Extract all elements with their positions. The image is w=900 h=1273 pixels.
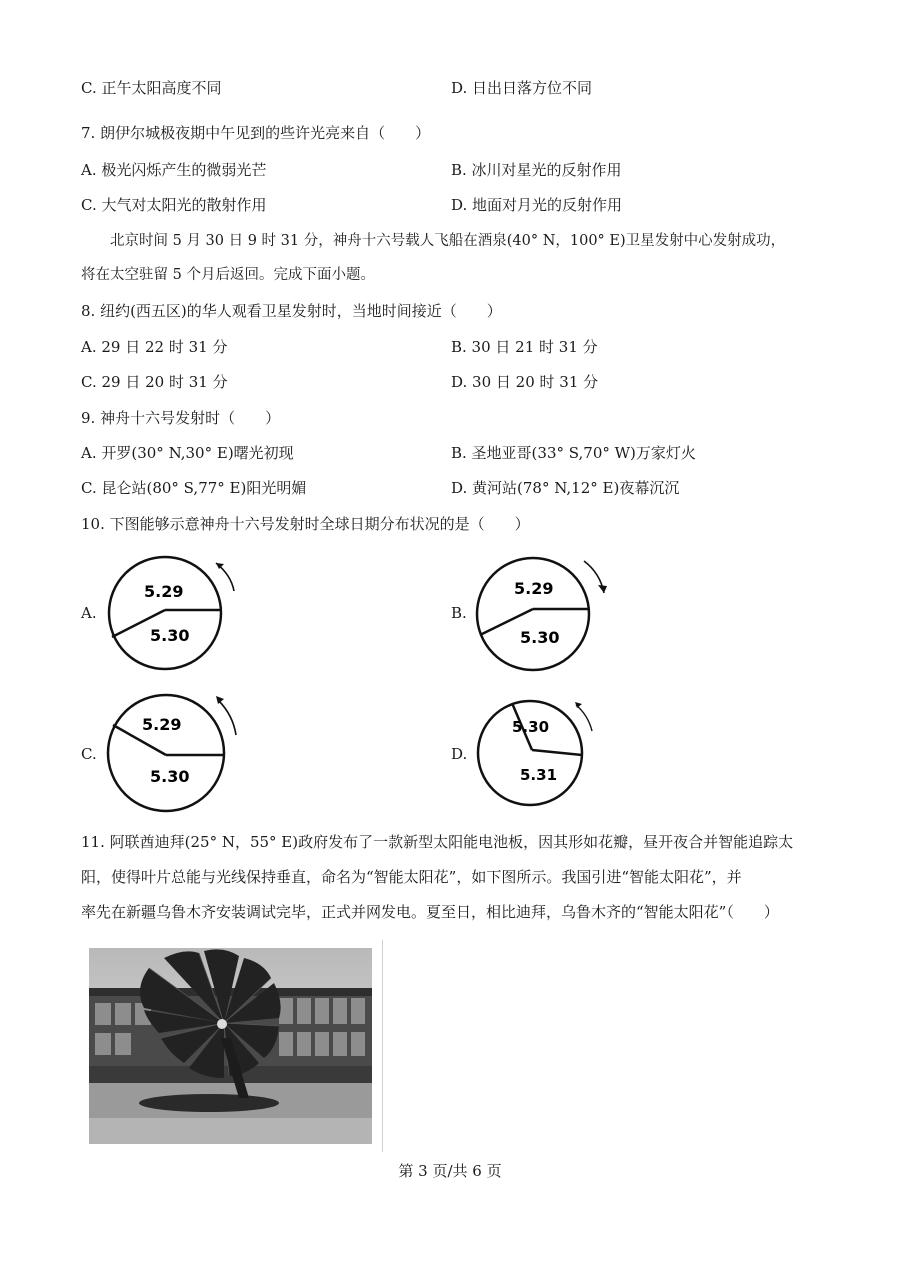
diagram-a-letter: A. [81,604,97,622]
arrow-head-icon [598,585,607,593]
q11-line-1: 11. 阿联酋迪拜(25° N，55° E)政府发布了一款新型太阳能电池板，因其形如花瓣，昼开夜合并智能追踪太 [81,833,794,851]
q7-option-a: A. 极光闪烁产生的微弱光芒 [81,161,267,179]
photo-border-line [382,940,383,1152]
dial-circle [109,557,221,669]
q7-option-d: D. 地面对月光的反射作用 [451,196,623,214]
q7-option-c: C. 大气对太阳光的散射作用 [81,196,267,214]
date-label-top: 5.29 [142,715,182,734]
q8-option-c: C. 29 日 20 时 31 分 [81,373,228,391]
date-dial-c [100,690,250,815]
rotation-arrow-icon [218,700,236,735]
q11-line-3: 率先在新疆乌鲁木齐安装调试完毕，正式并网发电。夏至日，相比迪拜，乌鲁木齐的“智能太阳花”（ ） [81,903,779,921]
date-label-bottom: 5.30 [520,628,560,647]
diagram-b-letter: B. [451,604,467,622]
q6-option-c: C. 正午太阳高度不同 [81,79,222,97]
date-dial-d [472,695,602,815]
material-line-1: 北京时间 5 月 30 日 9 时 31 分，神舟十六号载人飞船在酒泉(40° N，100° E)卫星发射中心发射成功， [110,233,786,249]
q8-option-a: A. 29 日 22 时 31 分 [81,338,228,356]
smart-sunflower-photo [89,948,372,1144]
diagram-c-letter: C. [81,745,97,763]
date-label-top: 5.29 [514,579,554,598]
q9-stem: 9. 神舟十六号发射时（ ） [81,409,281,427]
dial-circle [108,695,224,811]
q9-option-d: D. 黄河站(78° N,12° E)夜幕沉沉 [451,479,680,497]
date-dial-a [100,553,245,673]
q9-option-c: C. 昆仑站(80° S,77° E)阳光明媚 [81,479,307,497]
arrow-head-icon [216,563,224,569]
q9-option-b: B. 圣地亚哥(33° S,70° W)万家灯火 [451,444,696,462]
material-line-2: 将在太空驻留 5 个月后返回。完成下面小题。 [81,267,375,283]
q7-stem: 7. 朗伊尔城极夜期中午见到的些许光亮来自（ ） [81,124,431,142]
dial-circle [477,558,589,670]
date-label-top: 5.29 [144,582,184,601]
q11-line-2: 阳，使得叶片总能与光线保持垂直，命名为“智能太阳花”，如下图所示。我国引进“智能太阳花”，并 [81,868,742,886]
q10-stem: 10. 下图能够示意神舟十六号发射时全球日期分布状况的是（ ） [81,515,530,533]
page-number-footer: 第 3 页/共 6 页 [398,1162,502,1180]
q8-stem: 8. 纽约(西五区)的华人观看卫星发射时，当地时间接近（ ） [81,302,502,320]
date-dial-b [470,553,620,675]
rotation-arrow-icon [576,705,592,731]
date-label-bottom: 5.30 [150,767,190,786]
date-label-bottom: 5.30 [150,626,190,645]
q8-option-d: D. 30 日 20 时 31 分 [451,373,599,391]
diagram-d-letter: D. [451,745,468,763]
smart-sunflower-image [89,948,372,1144]
date-label-bottom: 5.31 [520,766,558,784]
q7-option-b: B. 冰川对星光的反射作用 [451,161,622,179]
date-line-boundary [532,750,582,755]
q9-option-a: A. 开罗(30° N,30° E)曙光初现 [81,444,294,462]
q8-option-b: B. 30 日 21 时 31 分 [451,338,598,356]
date-label-top: 5.30 [512,718,550,736]
q6-option-d: D. 日出日落方位不同 [451,79,593,97]
